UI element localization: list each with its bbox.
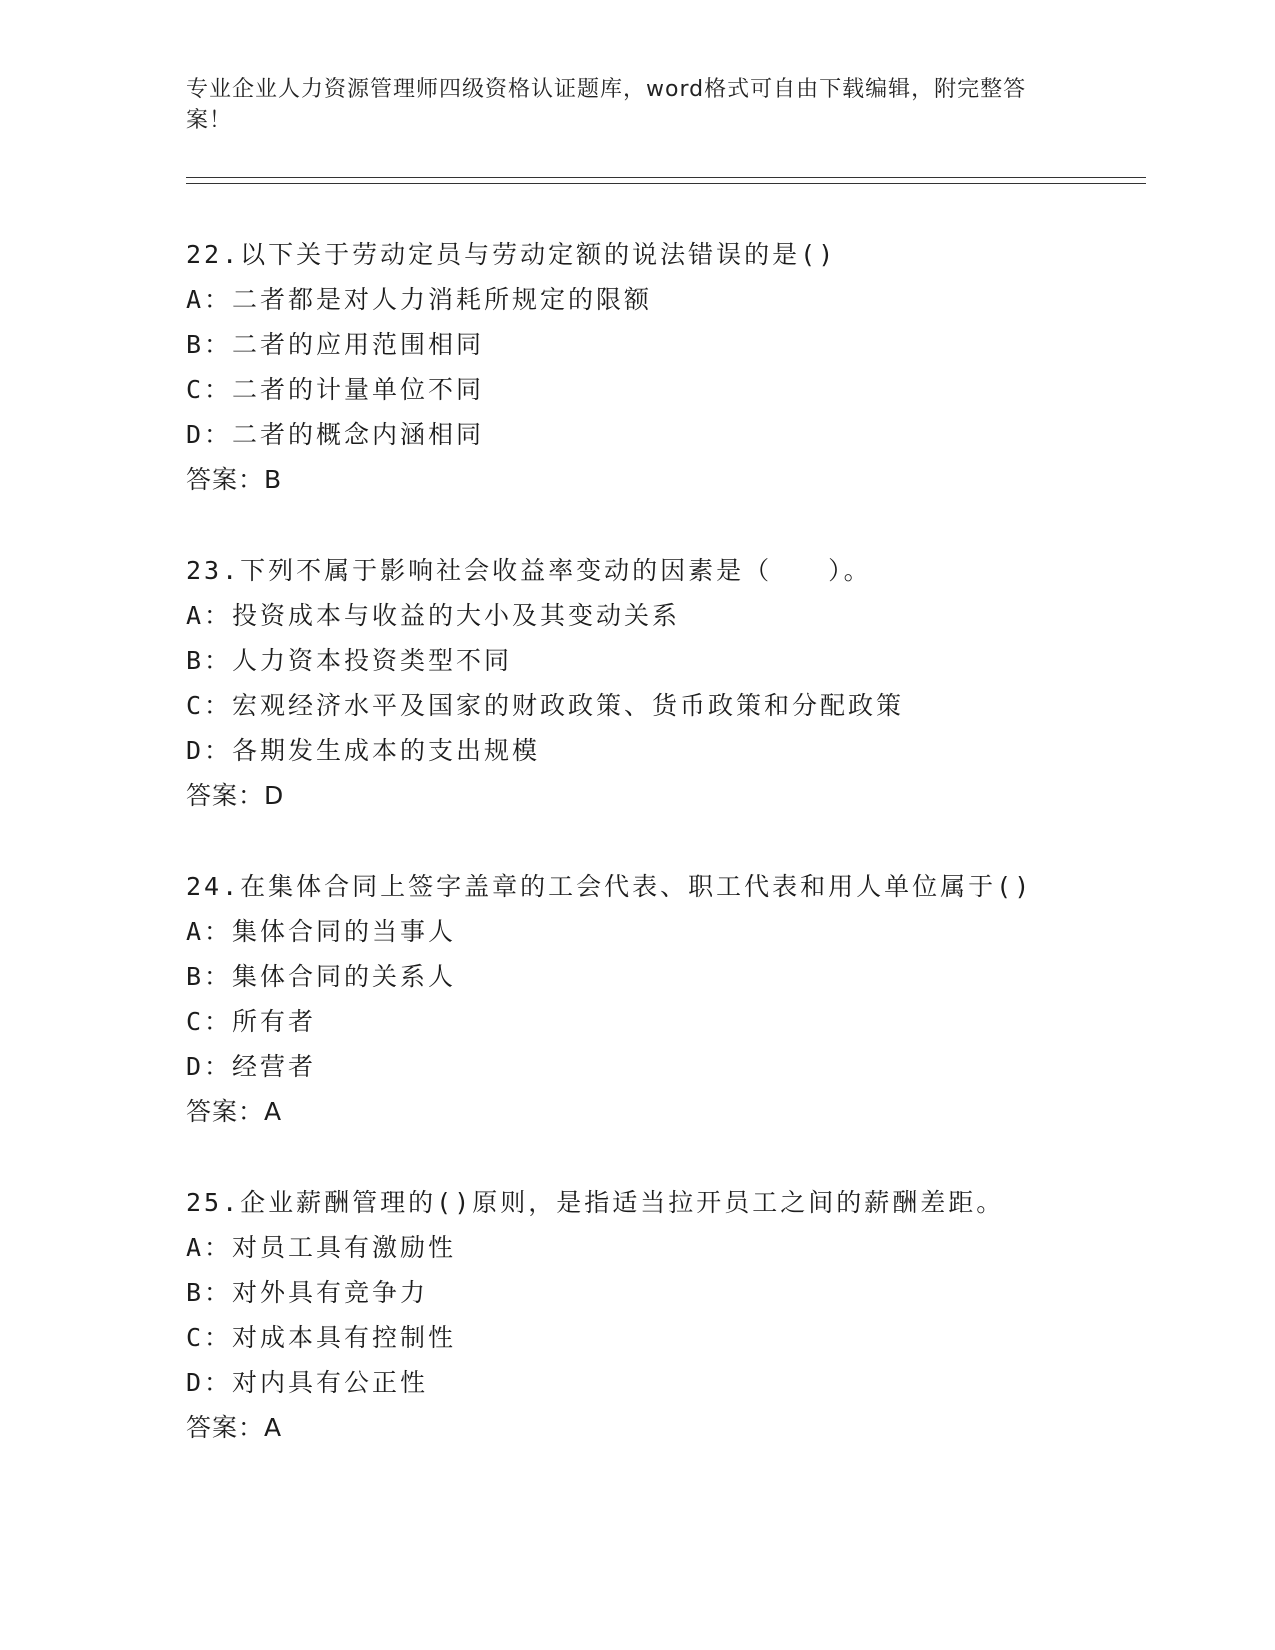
- option-b: B：二者的应用范围相同: [186, 330, 485, 359]
- option-d: D：经营者: [186, 1052, 317, 1081]
- question-stem: 25.企业薪酬管理的()原则，是指适当拉开员工之间的薪酬差距。: [186, 1188, 1005, 1217]
- answer-label: 答案：A: [186, 1097, 283, 1126]
- option-c: C：二者的计量单位不同: [186, 375, 485, 404]
- option-a: A：二者都是对人力消耗所规定的限额: [186, 285, 653, 314]
- question-24: [186, 864, 1146, 1134]
- answer-label: 答案：A: [186, 1413, 283, 1442]
- option-d: D：各期发生成本的支出规模: [186, 736, 541, 765]
- option-a: A：对员工具有激励性: [186, 1233, 457, 1262]
- option-a: A：投资成本与收益的大小及其变动关系: [186, 601, 681, 630]
- answer-label: 答案：D: [186, 781, 285, 810]
- question-25: [186, 1180, 1146, 1450]
- question-22: [186, 232, 1146, 502]
- option-c: C：宏观经济水平及国家的财政政策、货币政策和分配政策: [186, 691, 905, 720]
- option-d: D：对内具有公正性: [186, 1368, 429, 1397]
- option-b: B：人力资本投资类型不同: [186, 646, 513, 675]
- header-divider-top: [186, 177, 1146, 178]
- question-stem: 23.下列不属于影响社会收益率变动的因素是（ ）。: [186, 556, 872, 585]
- option-b: B：集体合同的关系人: [186, 962, 457, 991]
- option-b: B：对外具有竞争力: [186, 1278, 429, 1307]
- option-d: D：二者的概念内涵相同: [186, 420, 485, 449]
- header-divider-bottom: [186, 183, 1146, 184]
- question-stem: 24.在集体合同上签字盖章的工会代表、职工代表和用人单位属于(): [186, 872, 1033, 901]
- option-c: C：所有者: [186, 1007, 317, 1036]
- question-stem: 22.以下关于劳动定员与劳动定额的说法错误的是(): [186, 240, 837, 269]
- option-c: C：对成本具有控制性: [186, 1323, 457, 1352]
- question-23: [186, 548, 1146, 818]
- option-a: A：集体合同的当事人: [186, 917, 457, 946]
- answer-label: 答案：B: [186, 465, 283, 494]
- document-header-text: 专业企业人力资源管理师四级资格认证题库，word格式可自由下载编辑，附完整答案！: [186, 77, 1027, 133]
